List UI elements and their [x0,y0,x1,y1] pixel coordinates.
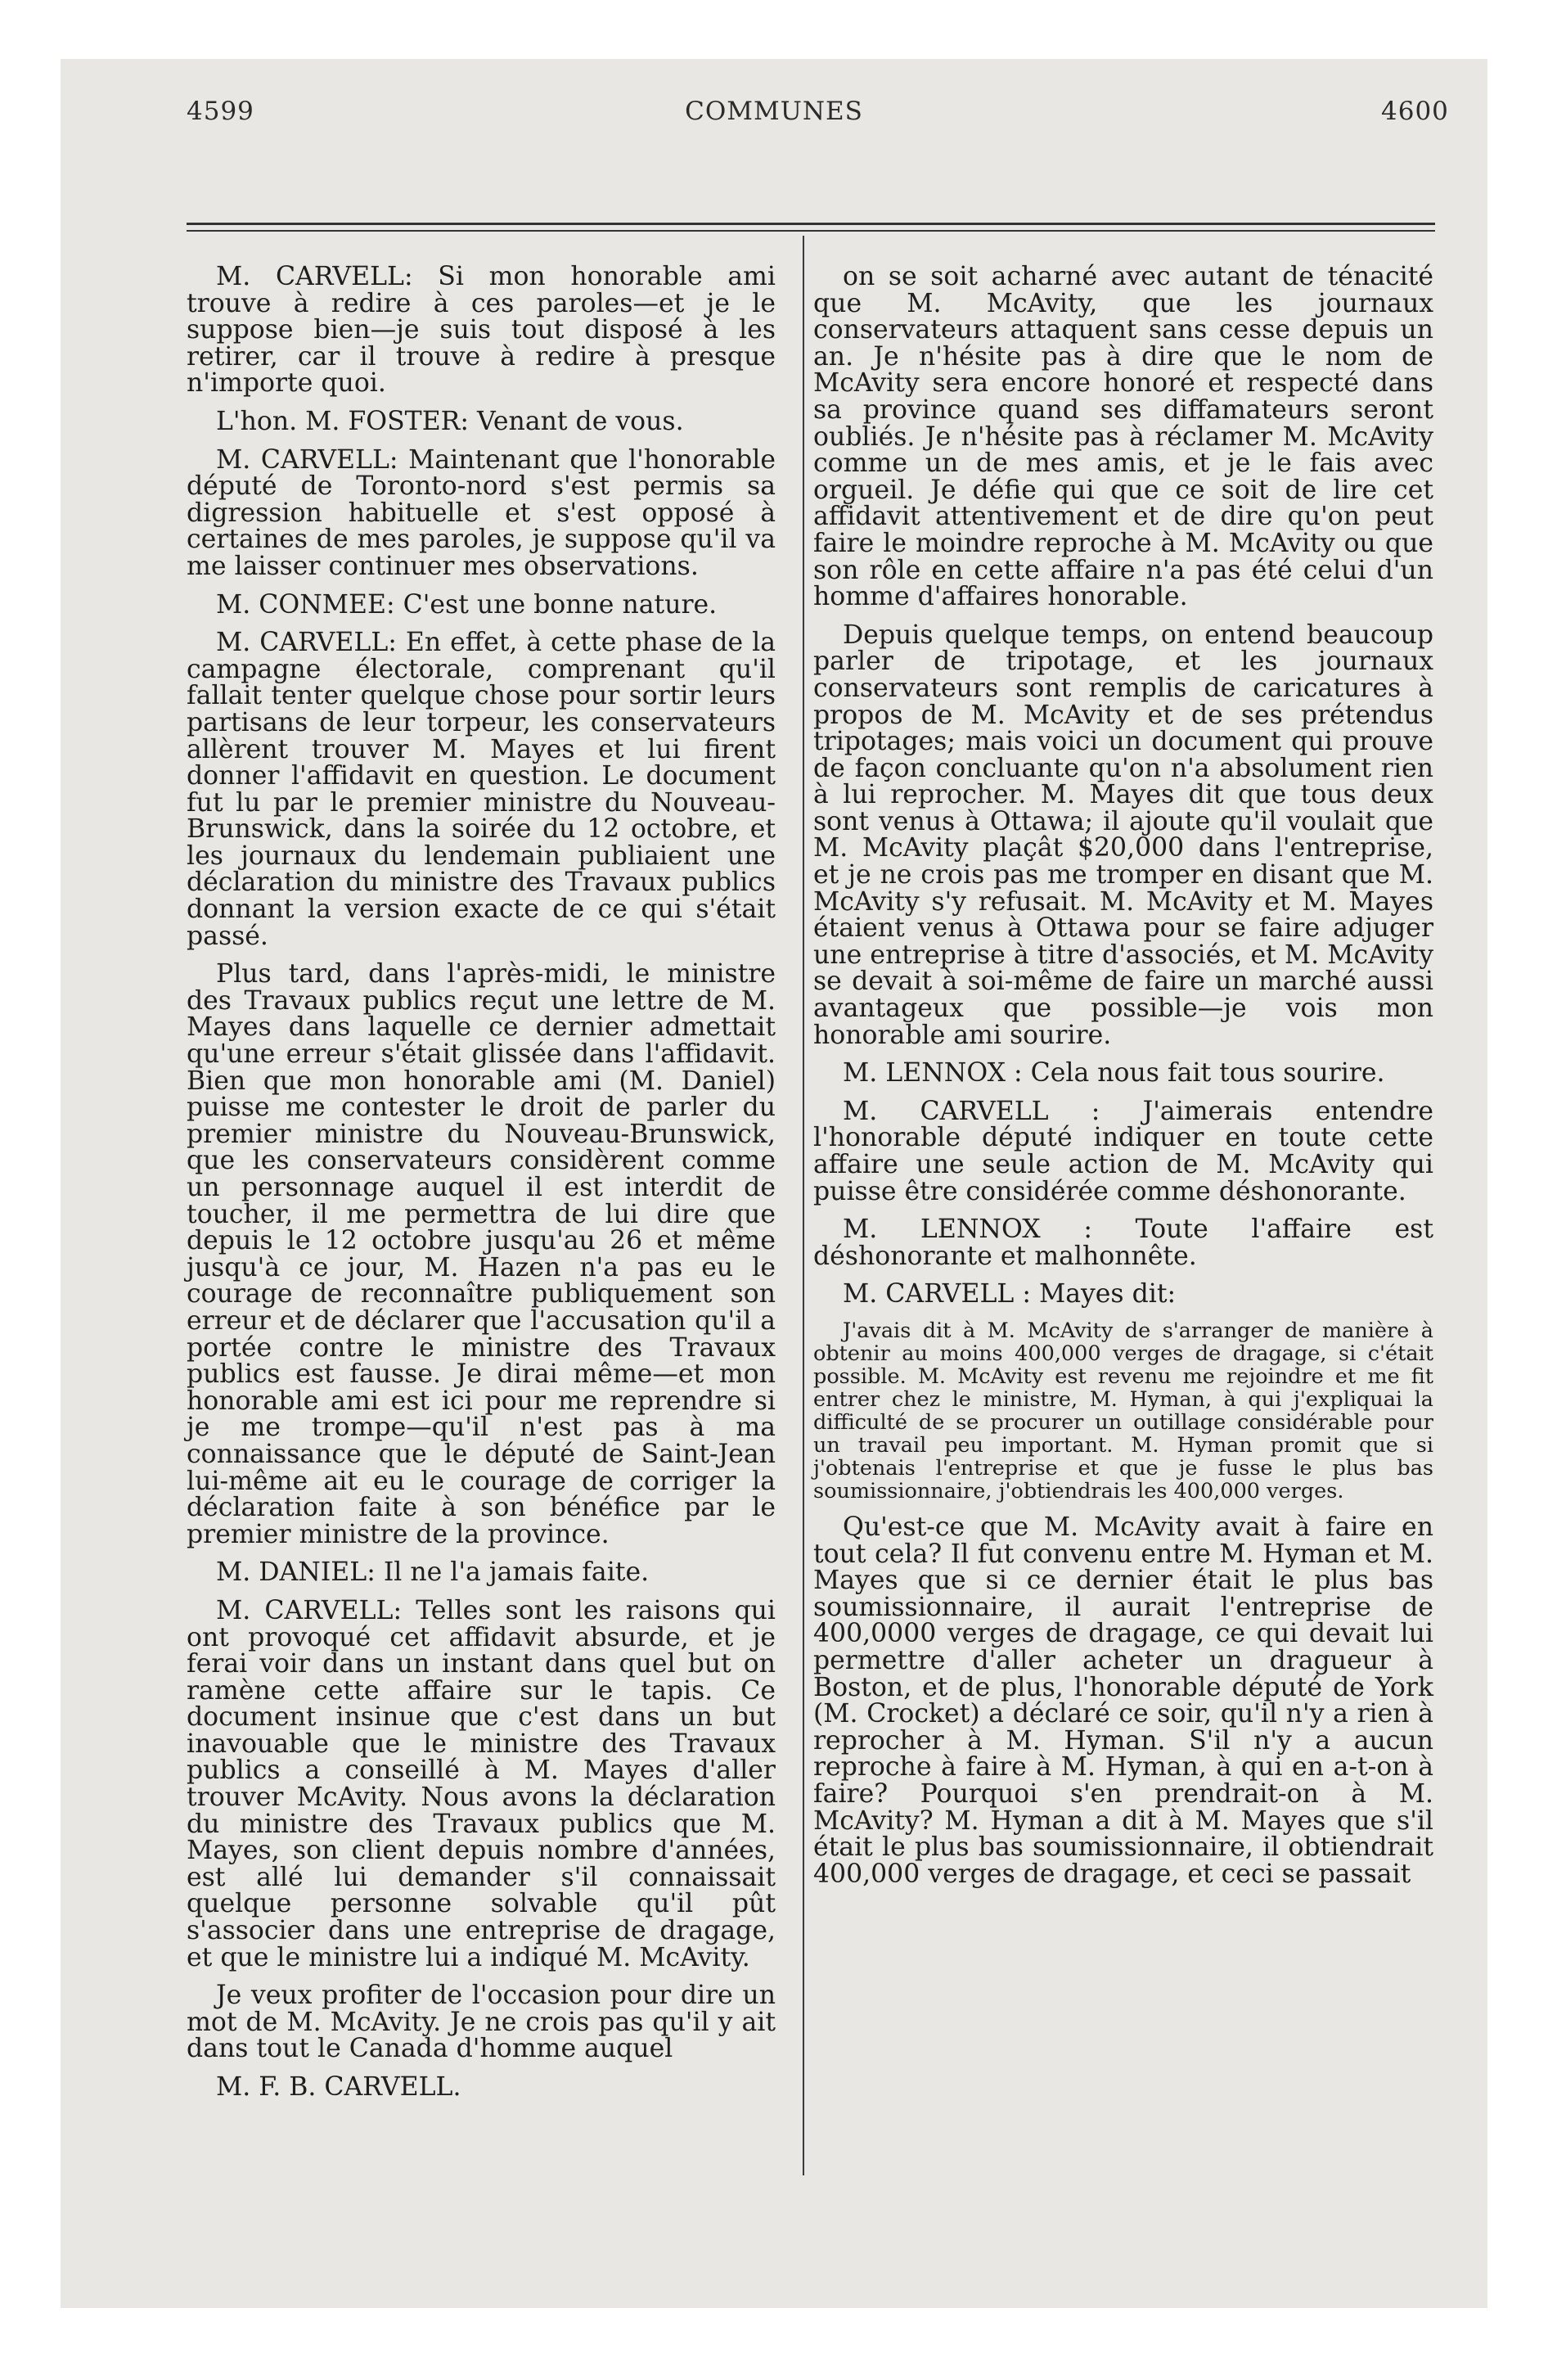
left-paragraph: M. CONMEE: C'est une bonne nature. [216,589,718,620]
right-paragraph: Qu'est-ce que M. McAvity avait à faire en tout cela? Il fut convenu entre M. Hyman et M. Mayes que si ce dernier était le plus bas soumissionnaire, il aurait l'entreprise de 400,0000 verges de dragage, ce qui devait lui permettre d'aller acheter un dragueur à Boston, et de plus, l'honorable député de York (M. Crocket) a déclaré ce soir, qu'il n'y a rien à reprocher à M. Hyman. S'il n'y a aucun reproche à faire à M. Hyman, à qui en a-t-on à faire? Pourquoi s'en prendrait-on à M. McAvity? M. Hyman a dit à M. Mayes que s'il était le plus bas soumissionnaire, il obtiendrait 400,000 verges de dragage, et ceci se passait [813,1512,1433,1889]
right-paragraph: M. LENNOX : Cela nous fait tous sourire. [843,1058,1385,1089]
running-title: COMMUNES [685,97,863,126]
column-divider [803,236,804,2175]
right-page-number: 4600 [1381,97,1449,126]
left-paragraph: M. CARVELL: Maintenant que l'honorable député de Toronto-nord s'est permis sa digression habituelle et s'est opposé à certaines de mes paroles, je suppose qu'il va me laisser continuer mes observations. [187,444,776,581]
left-paragraph: M. CARVELL: Si mon honorable ami trouve à redire à ces paroles—et je le suppose bien—je suis tout disposé à les retirer, car il trouve à redire à presque n'importe quoi. [187,262,776,399]
left-paragraph: M. DANIEL: Il ne l'a jamais faite. [216,1557,650,1588]
left-paragraph: M. CARVELL: Telles sont les raisons qui ont provoqué cet affidavit absurde, et je ferai voir dans un instant dans quel but on ramène cette affaire sur le tapis. Ce document insinue que c'est dans un but inavouable que le ministre des Travaux publics a conseillé à M. Mayes d'aller trouver McAvity. Nous avons la déclaration du ministre des Travaux publics que M. Mayes, son client depuis nombre d'années, est allé lui demander s'il connaissait quelque personne solvable qu'il pût s'associer dans une entreprise de dragage, et que le ministre lui a indiqué M. McAvity. [187,1595,776,1972]
right-paragraph: M. CARVELL : Mayes dit: [843,1279,1177,1309]
right-paragraph: on se soit acharné avec autant de ténacité que M. McAvity, que les journaux conservateurs attaquent sans cesse depuis un an. Je n'hésite pas à dire que le nom de McAvity sera encore honoré et respecté dans sa province quand ses diffamateurs seront oubliés. Je n'hésite pas à réclamer M. McAvity comme un de mes amis, et je le fais avec orgueil. Je défie qui que ce soit de lire cet affidavit attentivement et de dire qu'on peut faire le moindre reproche à M. McAvity ou que son rôle en cette affaire n'a pas été celui d'un homme d'affaires honorable. [813,262,1433,612]
header-rule-bottom [187,230,1435,232]
right-paragraph: M. CARVELL : J'aimerais entendre l'honorable député indiquer en toute cette affaire une seule action de M. McAvity qui puisse être considérée comme déshonorante. [813,1096,1433,1206]
left-paragraph: Je veux profiter de l'occasion pour dire un mot de M. McAvity. Je ne crois pas qu'il y ait dans tout le Canada d'homme auquel [187,1981,776,2064]
speaker-signature: M. F. B. CARVELL. [216,2072,461,2102]
quoted-affidavit: J'avais dit à M. McAvity de s'arranger de manière à obtenir au moins 400,000 verges de dragage, si c'était possible. M. McAvity est revenu me rejoindre et me fit entrer chez le ministre, M. Hyman, à qui j'expliquai la difficulté de se procurer un outillage considérable pour un travail peu important. M. Hyman promit que si j'obtenais l'entreprise et que je fusse le plus bas soumissionnaire, j'obtiendrais les 400,000 verges. [813,1318,1433,1503]
right-paragraph: Depuis quelque temps, on entend beaucoup parler de tripotage, et les journaux conservateurs sont remplis de caricatures à propos de M. McAvity et de ses prétendus tripotages; mais voici un document qui prouve de façon concluante qu'on n'a absolument rien à lui reprocher. M. Mayes dit que tous deux sont venus à Ottawa; il ajoute qu'il voulait que M. McAvity plaçât $20,000 dans l'entreprise, et je ne crois pas me tromper en disant que M. McAvity s'y refusait. M. McAvity et M. Mayes étaient venus à Ottawa pour se faire adjuger une entreprise à titre d'associés, et M. McAvity se devait à soi-même de faire un marché aussi avantageux que possible—je vois mon honorable ami sourire. [813,620,1433,1050]
left-paragraph: Plus tard, dans l'après-midi, le ministre des Travaux publics reçut une lettre de M. Mayes dans laquelle ce dernier admettait qu'une erreur s'était glissée dans l'affidavit. Bien que mon honorable ami (M. Daniel) puisse me contester le droit de parler du premier ministre du Nouveau-Brunswick, que les conservateurs considèrent comme un personnage auquel il est interdit de toucher, il me permettra de lui dire que depuis le 12 octobre jusqu'au 26 et même jusqu'à ce jour, M. Hazen n'a pas eu le courage de reconnaître publiquement son erreur et de déclarer que l'accusation qu'il a portée contre le ministre des Travaux publics est fausse. Je dirai même—et mon honorable ami est ici pour me reprendre si je me trompe—qu'il n'est pas à ma connaissance que le député de Saint-Jean lui-même ait eu le courage de corriger la déclaration faite à son bénéfice par le premier ministre de la province. [187,959,776,1549]
right-column [813,264,1433,1899]
left-column [187,264,776,2101]
right-paragraph: M. LENNOX : Toute l'affaire est déshonorante et malhonnête. [813,1215,1433,1271]
left-paragraph: M. CARVELL: En effet, à cette phase de la campagne électorale, comprenant qu'il fallait tenter quelque chose pour sortir leurs partisans de leur torpeur, les conservateurs allèrent trouver M. Mayes et lui firent donner l'affidavit en question. Le document fut lu par le premier ministre du Nouveau-Brunswick, dans la soirée du 12 octobre, et les journaux du lendemain publiaient une déclaration du ministre des Travaux publics donnant la version exacte de ce qui s'était passé. [187,628,776,951]
left-page-number: 4599 [187,97,254,126]
left-paragraph: L'hon. M. FOSTER: Venant de vous. [216,406,684,436]
header-rule-top [187,223,1435,225]
